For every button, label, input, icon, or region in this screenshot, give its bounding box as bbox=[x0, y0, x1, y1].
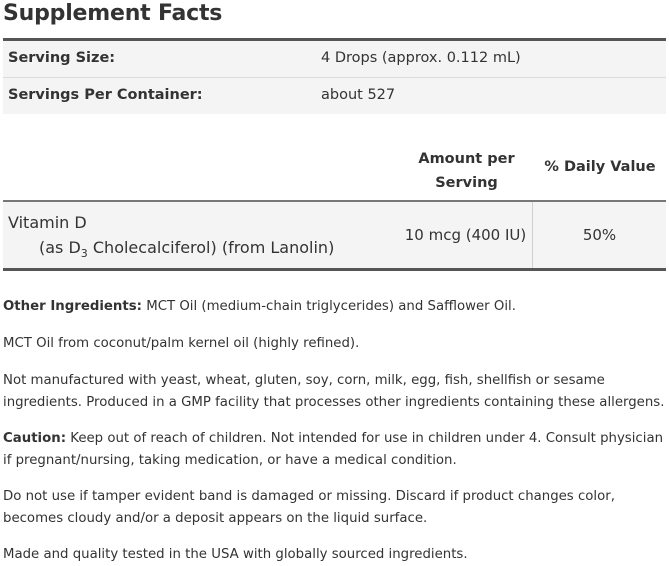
servings-per-container-value: about 527 bbox=[321, 87, 396, 103]
tamper-note: Do not use if tamper evident band is damaged or missing. Discard if product changes color, becomes cloudy and/or a deposit appears on the liquid surface. bbox=[3, 489, 615, 526]
nutrient-amount: 10 mcg (400 IU) bbox=[404, 226, 527, 244]
amount-header-line2: Serving bbox=[435, 175, 498, 191]
serving-size-label: Serving Size: bbox=[8, 50, 116, 66]
origin-note: Made and quality tested in the USA with globally sourced ingredients. bbox=[3, 547, 468, 562]
page-title: Supplement Facts bbox=[3, 1, 223, 26]
serving-size-row bbox=[3, 41, 666, 78]
caution-note: Caution: Keep out of reach of children. Not intended for use in children under 4. Consult physician if pregnant/nursing, taking medication, or have a medical condition. bbox=[3, 431, 664, 468]
serving-size-value: 4 Drops (approx. 0.112 mL) bbox=[321, 50, 521, 66]
daily-value-header: % Daily Value bbox=[544, 159, 656, 175]
nutrient-source: (as $D_3$ Cholecalciferol) (from Lanolin) bbox=[39, 238, 335, 261]
allergen-note: Not manufactured with yeast, wheat, gluten, soy, corn, milk, egg, fish, shellfish or sesame ingredients. Produced in a GMP facility that processes other ingredients containing these allergens. bbox=[3, 373, 665, 410]
nutrient-row bbox=[3, 202, 666, 268]
other-ingredients: Other Ingredients: MCT Oil (medium-chain triglycerides) and Safflower Oil. bbox=[3, 299, 516, 314]
amount-header-line1: Amount per bbox=[418, 151, 515, 167]
mct-source-note: MCT Oil from coconut/palm kernel oil (highly refined). bbox=[3, 336, 360, 351]
bottom-rule bbox=[3, 268, 666, 271]
other-ingredients-label: Other Ingredients: bbox=[3, 299, 142, 314]
nutrient-name: Vitamin D bbox=[8, 213, 87, 232]
servings-per-container-label: Servings Per Container: bbox=[8, 87, 203, 103]
servings-per-container-row bbox=[3, 78, 666, 114]
amount-per-serving-header bbox=[400, 147, 533, 195]
caution-label: Caution: bbox=[3, 431, 67, 446]
nutrient-daily-value: 50% bbox=[582, 226, 617, 244]
